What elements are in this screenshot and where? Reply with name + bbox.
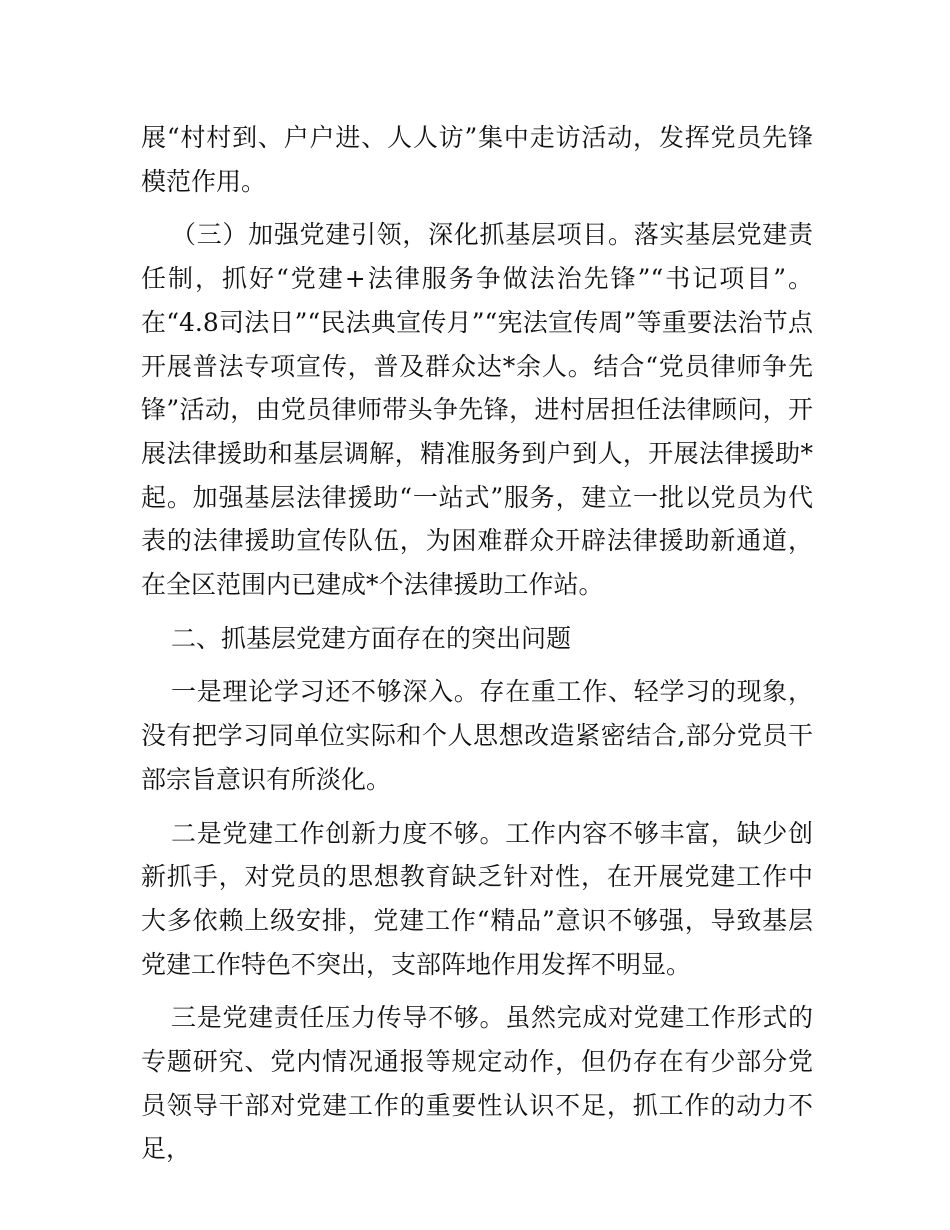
paragraph-section-three: （三）加强党建引领，深化抓基层项目。落实基层党建责任制，抓好“党建+法律服务争做法治先锋”“书记项目”。在“4.8司法日”“民法典宣传月”“宪法宣传周”等重要法治节点开展普法专项宣传，普及群众达*余人。结合“党员律师争先锋”活动，由党员律师带头争先锋，进村居担任法律顾问，开展法律援助和基层调解，精准服务到户到人，开展法律援助*起。加强基层法律援助“一站式”服务，建立一批以党员为代表的法律援助宣传队伍，为困难群众开辟法律援助新通道，在全区范围内已建成*个法律援助工作站。 (141, 220, 813, 600)
section-heading-problems: 二、抓基层党建方面存在的突出问题 (171, 623, 572, 653)
document-body (141, 116, 813, 1181)
paragraph-problem-three: 三是党建责任压力传导不够。虽然完成对党建工作形式的专题研究、党内情况通报等规定动作，但仍存在有少部分党员领导干部对党建工作的重要性认识不足，抓工作的动力不足， (141, 1003, 813, 1164)
paragraph-continuation: 展“村村到、户户进、人人访”集中走访活动，发挥党员先锋模范作用。 (141, 123, 813, 196)
paragraph-problem-one: 一是理论学习还不够深入。存在重工作、轻学习的现象，没有把学习同单位实际和个人思想改造紧密结合,部分党员干部宗旨意识有所淡化。 (141, 677, 813, 794)
paragraph-problem-two: 二是党建工作创新力度不够。工作内容不够丰富，缺少创新抓手，对党员的思想教育缺乏针对性，在开展党建工作中大多依赖上级安排，党建工作“精品”意识不够强，导致基层党建工作特色不突出，支部阵地作用发挥不明显。 (141, 818, 813, 979)
